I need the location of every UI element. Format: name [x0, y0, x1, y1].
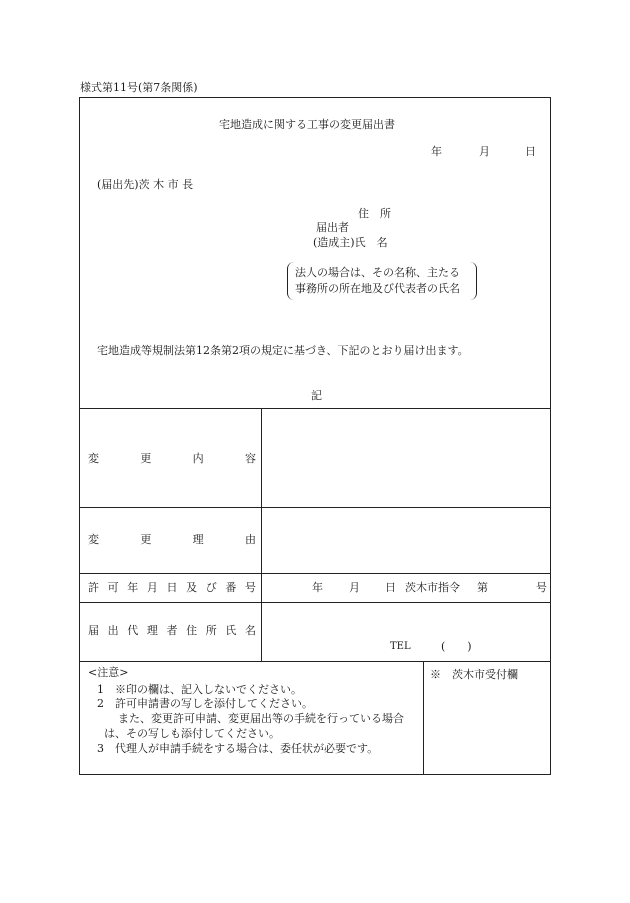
row-divider — [80, 573, 550, 574]
notes-divider — [423, 661, 424, 774]
addressee: (届出先)茨 木 市 長 — [97, 178, 194, 191]
note-item-2-cont: は、その写しも添付してください。 — [104, 727, 280, 740]
ki-label: 記 — [311, 389, 322, 402]
note-item-2: 2 許可申請書の写しを添付してください。 — [97, 697, 313, 710]
date-year-label: 年 — [431, 145, 442, 158]
corporate-note — [287, 262, 477, 300]
permit-month: 月 — [349, 581, 360, 594]
permit-date-number-label: 許 可 年 月 日 及 び 番 号 — [88, 581, 256, 594]
note-item-3: 3 代理人が申請手続をする場合は、委任状が必要です。 — [97, 742, 379, 755]
tel-parens: ( ) — [441, 640, 472, 653]
permit-go: 号 — [536, 581, 547, 594]
change-content-label: 変 更 内 容 — [88, 452, 256, 465]
statement-text: 宅地造成等規制法第12条第2項の規定に基づき、下記のとおり届け出ます。 — [97, 344, 469, 357]
submitter-label: 届出者 — [316, 221, 349, 234]
date-month-label: 月 — [479, 145, 490, 158]
notes-heading: <注意> — [88, 666, 129, 679]
agent-address-name-label: 届 出 代 理 者 住 所 氏 名 — [88, 624, 256, 637]
row-divider — [80, 602, 550, 603]
tel-label: TEL — [390, 641, 411, 652]
permit-designation: 茨木市指令 — [405, 581, 460, 594]
reception-field-label: ※ 茨木市受付欄 — [430, 668, 518, 681]
date-day-label: 日 — [525, 145, 536, 158]
table-top-line — [80, 408, 550, 409]
table-column-divider — [261, 408, 262, 661]
row-divider — [80, 507, 550, 508]
name-label: (造成主)氏 名 — [313, 236, 388, 249]
form-frame — [79, 97, 551, 775]
form-number-label: 様式第11号(第7条関係) — [80, 81, 198, 94]
corporate-note-line1: 法人の場合は、その名称、主たる — [295, 266, 460, 279]
permit-dai: 第 — [477, 581, 488, 594]
permit-day: 日 — [385, 581, 396, 594]
form-title: 宅地造成に関する工事の変更届出書 — [219, 118, 395, 131]
change-reason-label: 変 更 理 由 — [88, 533, 256, 546]
note-item-1: 1 ※印の欄は、記入しないでください。 — [97, 683, 302, 696]
permit-year: 年 — [312, 581, 323, 594]
note-item-2-cont: また、変更許可申請、変更届出等の手続を行っている場合 — [118, 712, 404, 725]
address-label: 住 所 — [358, 207, 391, 220]
notes-top-line — [80, 661, 550, 662]
corporate-note-line2: 事務所の所在地及び代表者の氏名 — [295, 282, 460, 295]
